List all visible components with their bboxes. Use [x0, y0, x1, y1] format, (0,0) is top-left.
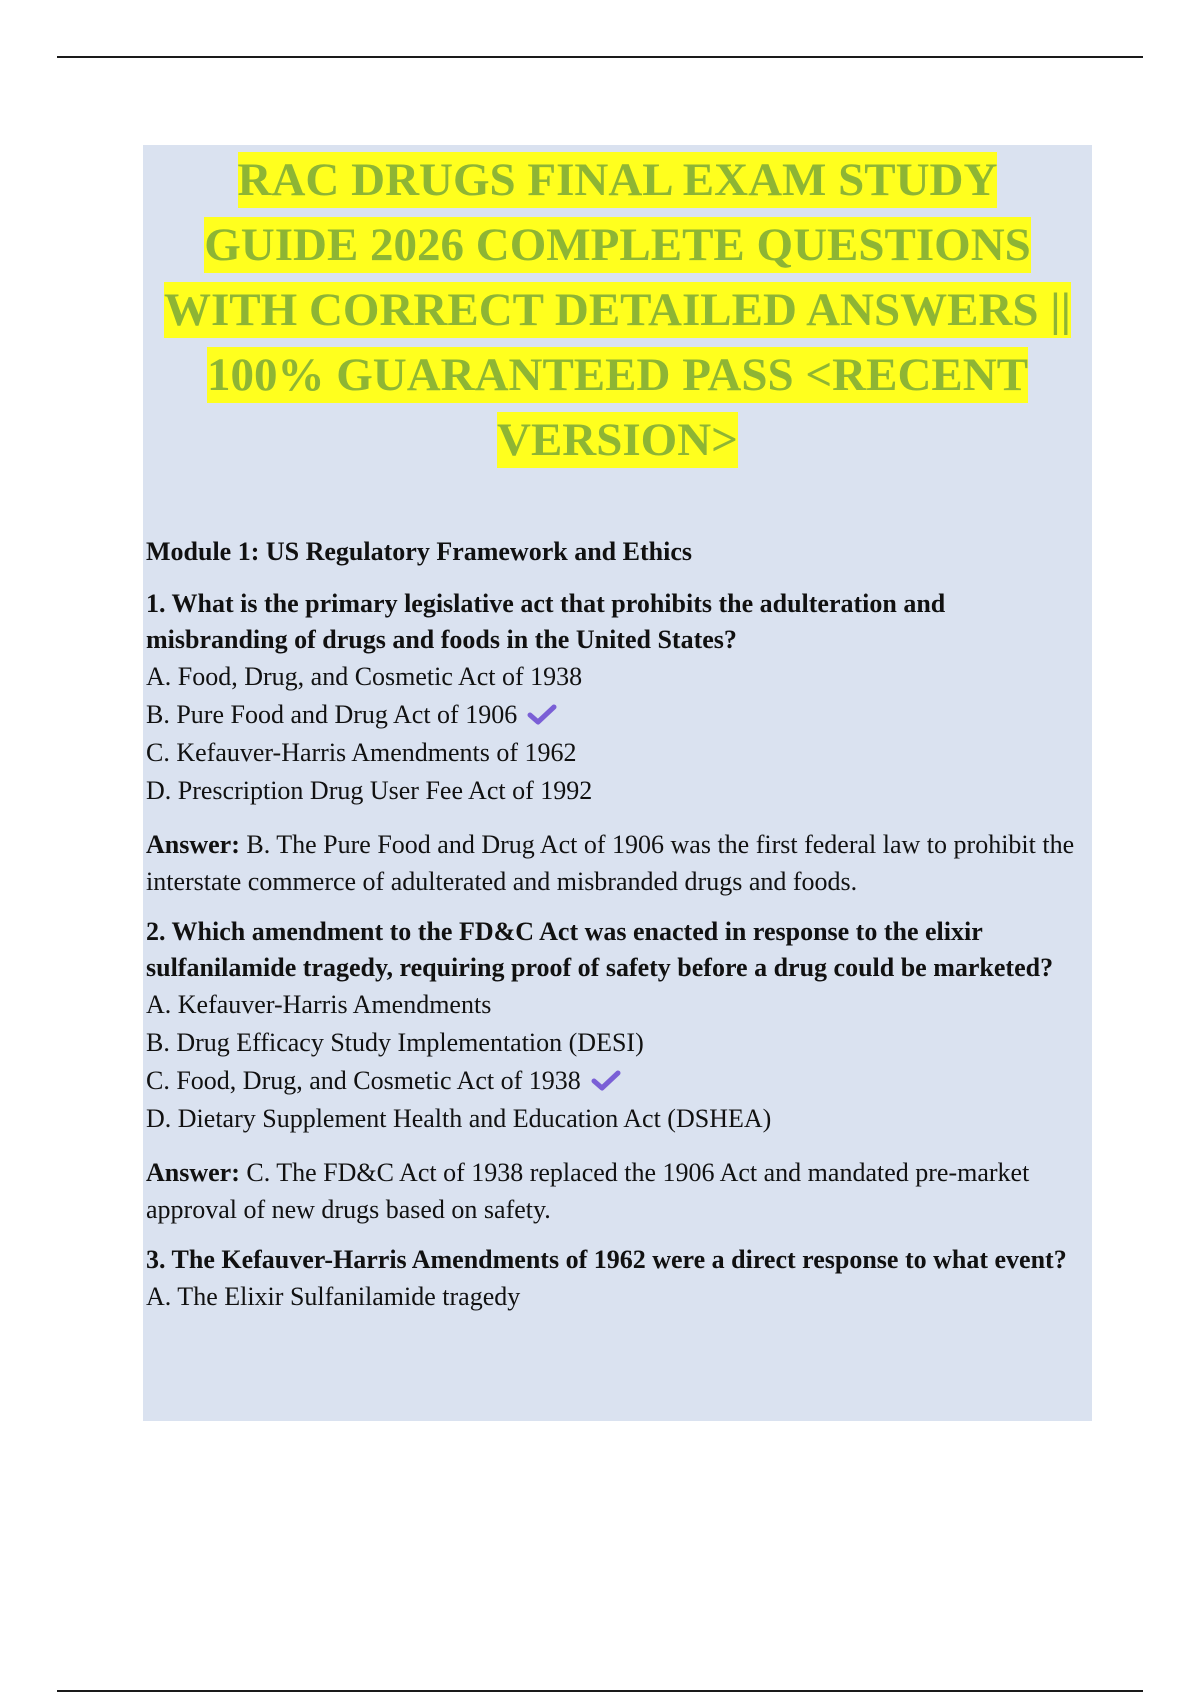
title-line-3: WITH CORRECT DETAILED ANSWERS || [164, 284, 1071, 336]
title-line-5: VERSION> [497, 414, 738, 466]
option-b: B. Pure Food and Drug Act of 1906 [146, 696, 1086, 734]
module-heading: Module 1: US Regulatory Framework and Ethics [146, 537, 692, 566]
question-block-1 [146, 586, 1086, 900]
option-a: A. The Elixir Sulfanilamide tragedy [146, 1282, 521, 1311]
check-icon [591, 1069, 621, 1091]
check-icon [527, 703, 557, 725]
answer-text: Answer: B. The Pure Food and Drug Act of 1906 was the first federal law to prohibit the interstate commerce of adulterated and misbranded drugs and foods. [146, 830, 1075, 896]
title-line-4: 100% GUARANTEED PASS <RECENT [206, 349, 1029, 401]
question-text: 3. The Kefauver-Harris Amendments of 1962 were a direct response to what event? [146, 1245, 1067, 1274]
question-text: 2. Which amendment to the FD&C Act was enacted in response to the elixir sulfanilamide tragedy, requiring proof of safety before a drug could be marketed? [146, 917, 1054, 982]
question-block-3 [146, 1242, 1086, 1316]
document-title [143, 148, 1092, 473]
document-body [146, 535, 1086, 1316]
option-b: B. Drug Efficacy Study Implementation (DESI) [146, 1028, 644, 1057]
title-line-2: GUIDE 2026 COMPLETE QUESTIONS [204, 219, 1031, 271]
question-text: 1. What is the primary legislative act that prohibits the adulteration and misbranding of drugs and foods in the United States? [146, 589, 946, 654]
option-d: D. Prescription Drug User Fee Act of 1992 [146, 776, 593, 805]
option-c: C. Food, Drug, and Cosmetic Act of 1938 [146, 1062, 1086, 1100]
option-c: C. Kefauver-Harris Amendments of 1962 [146, 738, 577, 767]
option-d: D. Dietary Supplement Health and Education Act (DSHEA) [146, 1104, 772, 1133]
option-a: A. Kefauver-Harris Amendments [146, 990, 492, 1019]
question-block-2 [146, 914, 1086, 1228]
title-line-1: RAC DRUGS FINAL EXAM STUDY [237, 154, 998, 206]
answer-text: Answer: C. The FD&C Act of 1938 replaced the 1906 Act and mandated pre-market approval of new drugs based on safety. [146, 1158, 1030, 1224]
option-a: A. Food, Drug, and Cosmetic Act of 1938 [146, 662, 583, 691]
bottom-rule [57, 1690, 1143, 1692]
top-rule [57, 56, 1143, 58]
